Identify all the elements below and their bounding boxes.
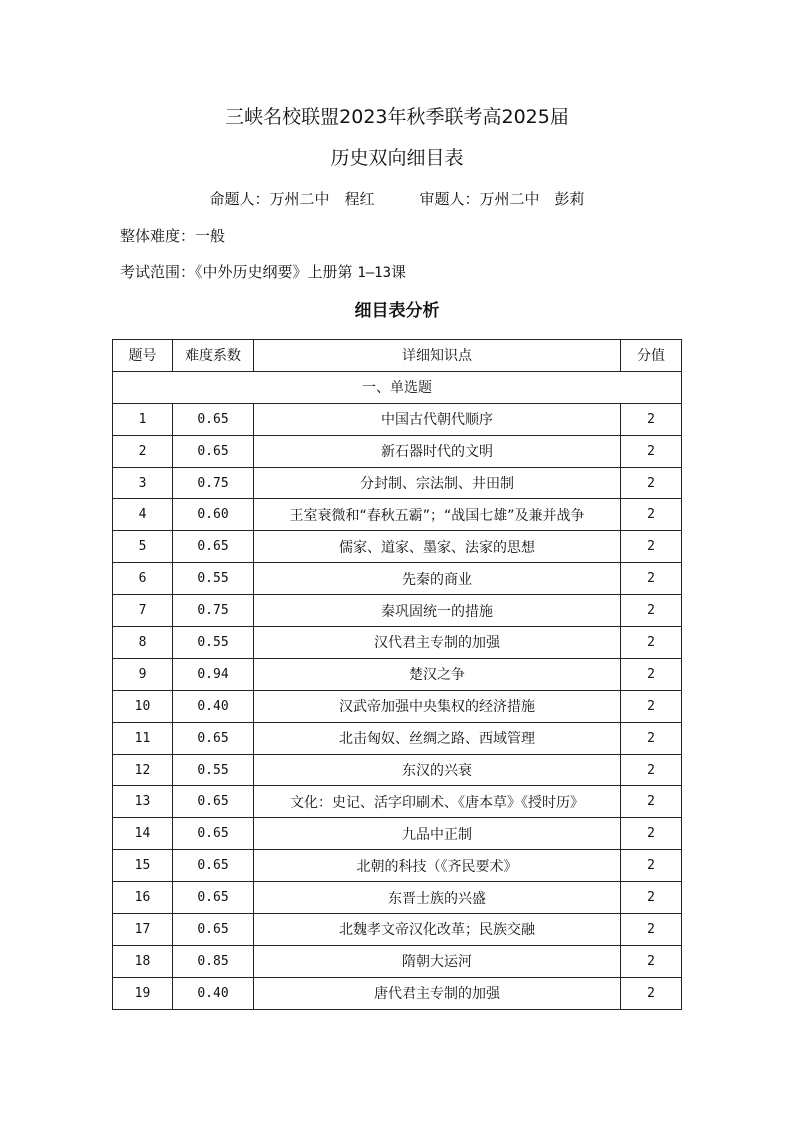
question-number-cell: 14 (113, 818, 173, 850)
column-header-knowledge: 详细知识点 (254, 340, 621, 372)
question-number-cell: 16 (113, 882, 173, 914)
table-row (113, 658, 682, 690)
knowledge-point-cell: 北击匈奴、丝绸之路、西域管理 (254, 722, 621, 754)
table-row (113, 722, 682, 754)
question-number-cell: 12 (113, 754, 173, 786)
column-header-score: 分值 (621, 340, 682, 372)
score-cell: 2 (621, 563, 682, 595)
score-cell: 2 (621, 977, 682, 1009)
difficulty-coefficient-cell: 0.65 (173, 722, 254, 754)
question-number-cell: 17 (113, 914, 173, 946)
difficulty-coefficient-cell: 0.65 (173, 818, 254, 850)
question-number-cell: 6 (113, 563, 173, 595)
table-row (113, 563, 682, 595)
difficulty-coefficient-cell: 0.65 (173, 531, 254, 563)
table-row (113, 850, 682, 882)
table-header-row (113, 340, 682, 372)
table-row (113, 467, 682, 499)
knowledge-point-cell: 东汉的兴衰 (254, 754, 621, 786)
question-number-cell: 11 (113, 722, 173, 754)
proposer-label: 命题人： (209, 190, 270, 208)
difficulty-label: 整体难度： (120, 227, 196, 245)
knowledge-point-cell: 北朝的科技（《齐民要术》 (254, 850, 621, 882)
knowledge-point-cell: 儒家、道家、墨家、法家的思想 (254, 531, 621, 563)
score-cell: 2 (621, 850, 682, 882)
knowledge-point-cell: 北魏孝文帝汉化改革；民族交融 (254, 914, 621, 946)
difficulty-coefficient-cell: 0.40 (173, 977, 254, 1009)
difficulty-coefficient-cell: 0.65 (173, 914, 254, 946)
question-number-cell: 18 (113, 945, 173, 977)
score-cell: 2 (621, 882, 682, 914)
table-row (113, 882, 682, 914)
difficulty-coefficient-cell: 0.55 (173, 563, 254, 595)
table-row (113, 945, 682, 977)
difficulty-coefficient-cell: 0.75 (173, 467, 254, 499)
question-number-cell: 13 (113, 786, 173, 818)
score-cell: 2 (621, 818, 682, 850)
question-number-cell: 10 (113, 690, 173, 722)
group-row (113, 371, 682, 403)
score-cell: 2 (621, 786, 682, 818)
authors-gap (374, 190, 419, 208)
table-row (113, 786, 682, 818)
knowledge-point-cell: 王室衰微和“春秋五霸”；“战国七雄”及兼并战争 (254, 499, 621, 531)
knowledge-point-cell: 中国古代朝代顺序 (254, 403, 621, 435)
document-title: 三峡名校联盟2023年秋季联考高2025届 (225, 106, 569, 128)
table-row (113, 977, 682, 1009)
table-row (113, 403, 682, 435)
difficulty-coefficient-cell: 0.65 (173, 882, 254, 914)
proposer-name: 万州二中 程红 (269, 190, 375, 208)
scope-label: 考试范围： (120, 263, 196, 281)
score-cell: 2 (621, 467, 682, 499)
detail-table (112, 339, 682, 1010)
scope-book: 《中外历史纲要》上册第 (195, 263, 353, 281)
score-cell: 2 (621, 914, 682, 946)
authors-line (0, 188, 794, 210)
question-number-cell: 5 (113, 531, 173, 563)
question-number-cell: 7 (113, 595, 173, 627)
difficulty-coefficient-cell: 0.85 (173, 945, 254, 977)
table-row (113, 818, 682, 850)
knowledge-point-cell: 唐代君主专制的加强 (254, 977, 621, 1009)
reviewer-label: 审题人： (419, 190, 480, 208)
table-body (113, 371, 682, 1009)
knowledge-point-cell: 分封制、宗法制、井田制 (254, 467, 621, 499)
knowledge-point-cell: 东晋士族的兴盛 (254, 882, 621, 914)
score-cell: 2 (621, 435, 682, 467)
scope-line (120, 261, 406, 284)
score-cell: 2 (621, 595, 682, 627)
column-header-number: 题号 (113, 340, 173, 372)
knowledge-point-cell: 新石器时代的文明 (254, 435, 621, 467)
scope-range: 1—13 (357, 265, 392, 281)
score-cell: 2 (621, 658, 682, 690)
question-number-cell: 19 (113, 977, 173, 1009)
question-number-cell: 1 (113, 403, 173, 435)
difficulty-coefficient-cell: 0.55 (173, 754, 254, 786)
score-cell: 2 (621, 627, 682, 659)
knowledge-point-cell: 九品中正制 (254, 818, 621, 850)
question-number-cell: 8 (113, 627, 173, 659)
table-row (113, 754, 682, 786)
question-number-cell: 15 (113, 850, 173, 882)
difficulty-value: 一般 (195, 227, 226, 245)
difficulty-coefficient-cell: 0.65 (173, 403, 254, 435)
table-row (113, 690, 682, 722)
reviewer-name: 万州二中 彭莉 (479, 190, 585, 208)
difficulty-coefficient-cell: 0.40 (173, 690, 254, 722)
difficulty-coefficient-cell: 0.65 (173, 850, 254, 882)
knowledge-point-cell: 楚汉之争 (254, 658, 621, 690)
difficulty-coefficient-cell: 0.65 (173, 786, 254, 818)
difficulty-coefficient-cell: 0.55 (173, 627, 254, 659)
question-number-cell: 3 (113, 467, 173, 499)
table-row (113, 595, 682, 627)
score-cell: 2 (621, 945, 682, 977)
table-row (113, 531, 682, 563)
knowledge-point-cell: 文化：史记、活字印刷术、《唐本草》《授时历》 (254, 786, 621, 818)
question-number-cell: 2 (113, 435, 173, 467)
difficulty-coefficient-cell: 0.75 (173, 595, 254, 627)
section-title: 细目表分析 (354, 301, 440, 321)
question-number-cell: 4 (113, 499, 173, 531)
column-header-difficulty: 难度系数 (173, 340, 254, 372)
score-cell: 2 (621, 531, 682, 563)
difficulty-coefficient-cell: 0.65 (173, 435, 254, 467)
score-cell: 2 (621, 499, 682, 531)
score-cell: 2 (621, 403, 682, 435)
table-row (113, 914, 682, 946)
question-number-cell: 9 (113, 658, 173, 690)
knowledge-point-cell: 先秦的商业 (254, 563, 621, 595)
knowledge-point-cell: 汉武帝加强中央集权的经济措施 (254, 690, 621, 722)
knowledge-point-cell: 秦巩固统一的措施 (254, 595, 621, 627)
table-row (113, 627, 682, 659)
score-cell: 2 (621, 722, 682, 754)
difficulty-line (120, 225, 225, 247)
score-cell: 2 (621, 690, 682, 722)
knowledge-point-cell: 汉代君主专制的加强 (254, 627, 621, 659)
document-subtitle: 历史双向细目表 (330, 147, 464, 169)
score-cell: 2 (621, 754, 682, 786)
group-label: 一、单选题 (113, 371, 682, 403)
scope-suffix: 课 (391, 263, 407, 281)
difficulty-coefficient-cell: 0.60 (173, 499, 254, 531)
table-row (113, 435, 682, 467)
table-row (113, 499, 682, 531)
knowledge-point-cell: 隋朝大运河 (254, 945, 621, 977)
difficulty-coefficient-cell: 0.94 (173, 658, 254, 690)
